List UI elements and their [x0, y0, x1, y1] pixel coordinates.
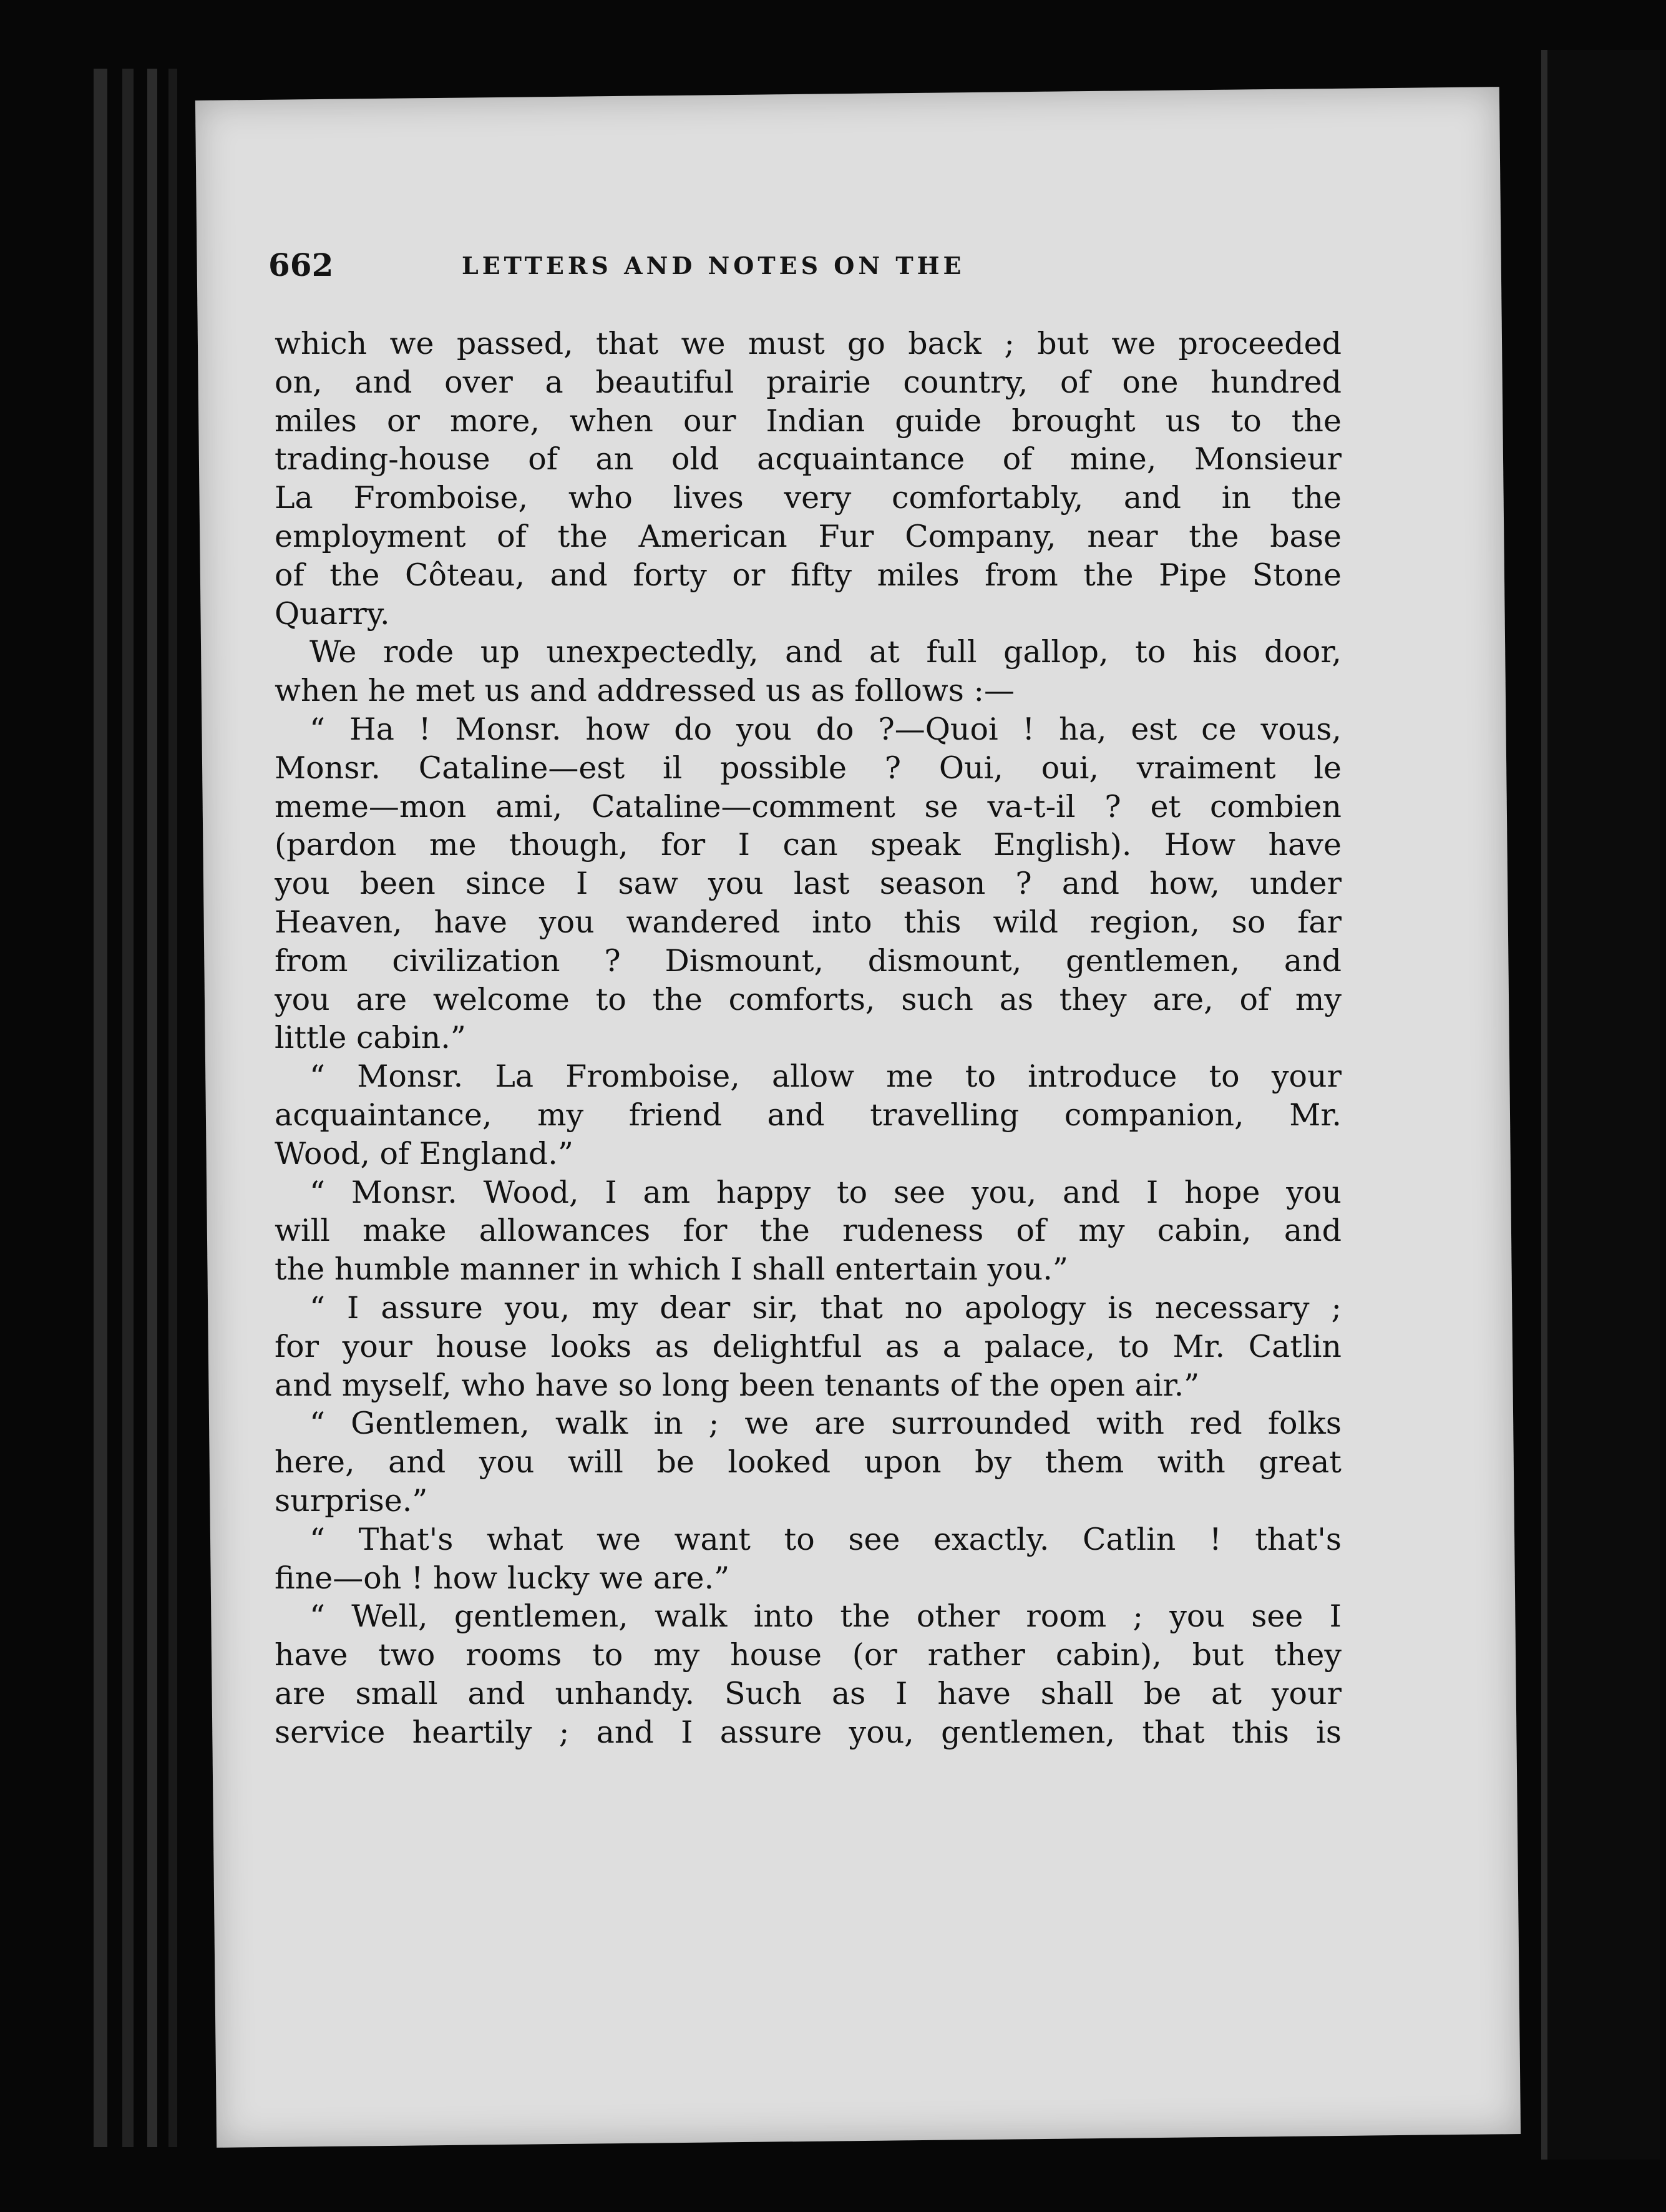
- text-line: and myself, who have so long been tenants of the open air.”: [275, 1367, 1200, 1403]
- text-line: “ Monsr. Wood, I am happy to see you, and I hope you: [309, 1174, 1342, 1210]
- text-line: Quarry.: [275, 595, 390, 632]
- text-line: “ Well, gentlemen, walk into the other room ; you see I: [309, 1598, 1342, 1635]
- page-number: 662: [268, 247, 334, 283]
- text-line: Heaven, have you wandered into this wild region, so far: [275, 904, 1342, 940]
- text-line: “ Monsr. La Fromboise, allow me to introduce to your: [309, 1059, 1342, 1095]
- text-line: from civilization ? Dismount, dismount, gentlemen, and: [275, 942, 1342, 979]
- text-line: “ That's what we want to see exactly. Catlin ! that's: [309, 1521, 1342, 1557]
- text-line: here, and you will be looked upon by them with great: [275, 1444, 1342, 1480]
- text-line: will make allowances for the rudeness of my cabin, and: [275, 1213, 1342, 1249]
- book-edge-stripe: [168, 69, 177, 2147]
- text-line: on, and over a beautiful prairie country, of one hundred: [275, 364, 1342, 400]
- body-text: [275, 325, 1342, 1751]
- text-line: “ I assure you, my dear sir, that no apology is necessary ;: [309, 1290, 1342, 1326]
- text-line: for your house looks as delightful as a palace, to Mr. Catlin: [275, 1328, 1342, 1364]
- text-line: miles or more, when our Indian guide brought us to the: [275, 403, 1342, 439]
- text-line: fine—oh ! how lucky we are.”: [275, 1560, 730, 1596]
- text-line: are small and unhandy. Such as I have shall be at your: [275, 1675, 1342, 1711]
- text-line: (pardon me though, for I can speak English). How have: [275, 827, 1342, 863]
- text-line: “ Ha ! Monsr. how do you do ?—Quoi ! ha, est ce vous,: [309, 711, 1342, 747]
- text-line: meme—mon ami, Cataline—comment se va-t-il ? et combien: [275, 788, 1342, 825]
- text-line: surprise.”: [275, 1482, 428, 1519]
- book-edge-stripe: [94, 69, 107, 2147]
- text-line: acquaintance, my friend and travelling companion, Mr.: [275, 1097, 1342, 1133]
- text-line: which we passed, that we must go back ; but we proceeded: [275, 326, 1342, 361]
- text-line: trading-house of an old acquaintance of mine, Monsieur: [275, 441, 1342, 477]
- text-line: La Fromboise, who lives very comfortably, and in the: [275, 480, 1342, 516]
- text-line: Monsr. Cataline—est il possible ? Oui, oui, vraiment le: [275, 750, 1342, 786]
- book-edge-stripe: [147, 69, 157, 2147]
- text-line: have two rooms to my house (or rather cabin), but they: [275, 1637, 1342, 1673]
- page-header: [268, 247, 1342, 303]
- text-line: the humble manner in which I shall entertain you.”: [275, 1251, 1068, 1288]
- text-line: when he met us and addressed us as follows :—: [275, 673, 1015, 709]
- running-head: LETTERS AND NOTES ON THE: [462, 252, 965, 280]
- text-line: employment of the American Fur Company, near the base: [275, 518, 1342, 554]
- facing-page-edge: [1541, 50, 1660, 2160]
- text-line: service heartily ; and I assure you, gentlemen, that this is: [275, 1714, 1342, 1750]
- text-line: little cabin.”: [275, 1020, 466, 1056]
- text-line: We rode up unexpectedly, and at full gallop, to his door,: [309, 634, 1342, 670]
- text-line: Wood, of England.”: [275, 1135, 573, 1172]
- book-edge-stripe: [122, 69, 134, 2147]
- text-line: “ Gentlemen, walk in ; we are surrounded with red folks: [309, 1406, 1342, 1442]
- text-line: of the Côteau, and forty or fifty miles from the Pipe Stone: [275, 557, 1342, 593]
- text-line: you are welcome to the comforts, such as they are, of my: [275, 981, 1342, 1017]
- text-line: you been since I saw you last season ? and how, under: [275, 866, 1342, 902]
